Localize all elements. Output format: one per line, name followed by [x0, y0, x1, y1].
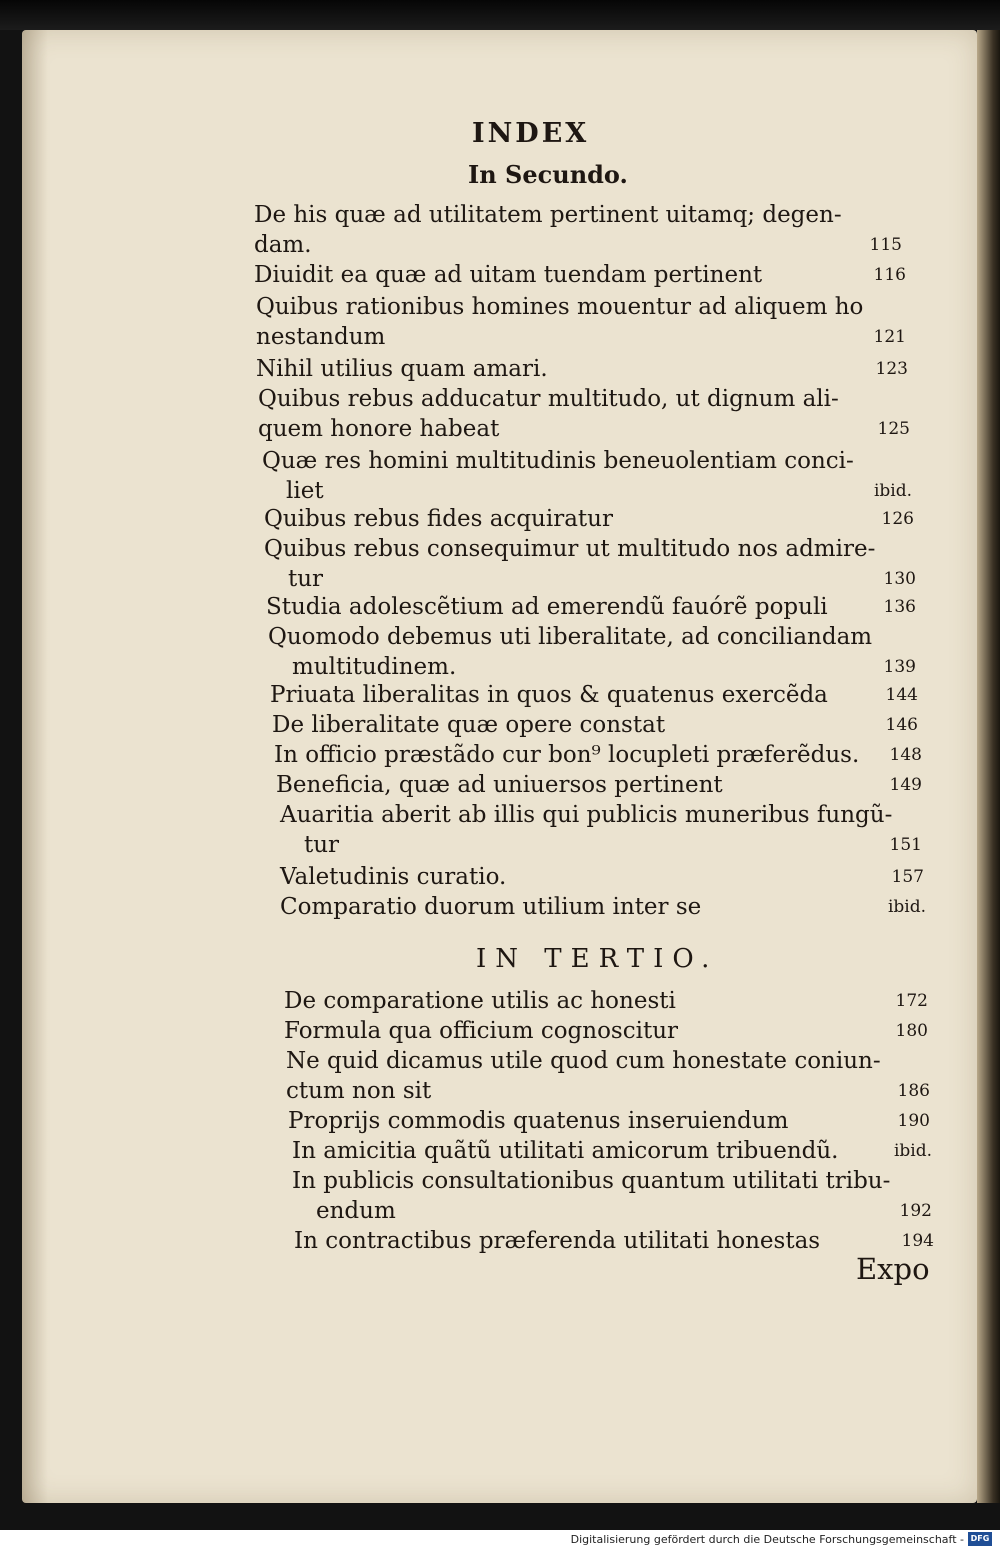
entry-text: Ne quid dicamus utile quod cum honestate coniun- — [286, 1048, 881, 1074]
index-entry — [256, 354, 908, 384]
page-number: 144 — [885, 685, 918, 705]
entry-text: Valetudinis curatio. — [280, 864, 507, 890]
page-number: 186 — [897, 1081, 930, 1101]
entry-text: Diuidit ea quæ ad uitam tuendam pertinent — [254, 262, 763, 288]
entry-text: Nihil utilius quam amari. — [256, 356, 548, 382]
page-number: 172 — [895, 991, 928, 1011]
index-entry — [294, 1226, 934, 1256]
index-entry — [254, 200, 902, 260]
index-entry — [276, 770, 922, 800]
entry-text: Quibus rebus adducatur multitudo, ut dignum ali- — [258, 386, 839, 412]
entry-continuation: tur — [288, 566, 324, 592]
digitization-credit: Digitalisierung gefördert durch die Deutsche Forschungsgemeinschaft - — [570, 1533, 964, 1546]
index-entry — [274, 740, 922, 770]
page-number: ibid. — [893, 1141, 932, 1161]
index-entry — [268, 622, 916, 682]
entry-continuation: multitudinem. — [292, 654, 457, 680]
catchword: Expo — [856, 1252, 930, 1286]
entry-text: De his quæ ad utilitatem pertinent uitamq; degen- — [254, 202, 842, 228]
entry-text: Proprijs commodis quatenus inseruiendum — [288, 1108, 789, 1134]
entry-continuation: endum — [316, 1198, 396, 1224]
index-entry — [284, 986, 928, 1016]
entry-continuation: nestandum — [256, 324, 386, 350]
index-entry — [288, 1106, 930, 1136]
index-entry — [286, 1046, 930, 1106]
page-number: 149 — [889, 775, 922, 795]
page-number: 190 — [897, 1111, 930, 1131]
dfg-logo: DFG — [968, 1532, 992, 1546]
page-number: 157 — [891, 867, 924, 887]
page-number: 139 — [883, 657, 916, 677]
page-subtitle: In Secundo. — [468, 160, 628, 189]
page-number: 123 — [875, 359, 908, 379]
page-number: 148 — [889, 745, 922, 765]
index-entry — [270, 680, 918, 710]
entry-text: Quibus rationibus homines mouentur ad aliquem ho — [256, 294, 864, 320]
entry-text: Studia adolescẽtium ad emerendũ fauórẽ populi — [266, 594, 828, 620]
page-number: 146 — [885, 715, 918, 735]
entry-text: Quibus rebus consequimur ut multitudo nos admire- — [264, 536, 876, 562]
page-number: 121 — [873, 327, 906, 347]
entry-text: De comparatione utilis ac honesti — [284, 988, 676, 1014]
entry-text: Quæ res homini multitudinis beneuolentiam conci- — [262, 448, 854, 474]
page-title: INDEX — [472, 118, 590, 149]
entry-continuation: liet — [286, 478, 324, 504]
index-entry — [258, 384, 910, 444]
page-number: 180 — [895, 1021, 928, 1041]
index-entry — [264, 534, 916, 594]
page-number: ibid. — [887, 897, 926, 917]
index-entry — [272, 710, 918, 740]
entry-continuation: dam. — [254, 232, 312, 258]
page-number: 115 — [869, 235, 902, 255]
book-edge — [977, 30, 1000, 1503]
section-heading: IN TERTIO. — [476, 944, 719, 974]
entry-text: Formula qua officium cognoscitur — [284, 1018, 679, 1044]
page-number: 126 — [881, 509, 914, 529]
page-number: 116 — [873, 265, 906, 285]
entry-continuation: quem honore habeat — [258, 416, 500, 442]
entry-text: Quomodo debemus uti liberalitate, ad conciliandam — [268, 624, 873, 650]
page-number: 130 — [883, 569, 916, 589]
entry-text: In publicis consultationibus quantum utilitati tribu- — [292, 1168, 891, 1194]
page-number: 192 — [899, 1201, 932, 1221]
page-number: 194 — [901, 1231, 934, 1251]
entry-text: Comparatio duorum utilium inter se — [280, 894, 702, 920]
index-entry — [264, 504, 914, 534]
entry-continuation: ctum non sit — [286, 1078, 432, 1104]
top-edge — [0, 0, 1000, 30]
entry-text: Priuata liberalitas in quos & quatenus exercẽda — [270, 682, 828, 708]
entry-text: Auaritia aberit ab illis qui publicis muneribus fungũ- — [280, 802, 893, 828]
entry-text: Beneficia, quæ ad uniuersos pertinent — [276, 772, 723, 798]
index-entry — [254, 260, 906, 290]
entry-text: In officio præstãdo cur bon⁹ locupleti præferẽdus. — [274, 742, 860, 768]
index-entry — [262, 446, 912, 506]
entry-text: In contractibus præferenda utilitati honestas — [294, 1228, 821, 1254]
index-entry — [280, 862, 924, 892]
page-number: 151 — [889, 835, 922, 855]
gutter-shade — [22, 30, 48, 1503]
index-entry — [280, 800, 922, 860]
index-entry — [292, 1136, 932, 1166]
entry-text: In amicitia quãtũ utilitati amicorum tribuendũ. — [292, 1138, 839, 1164]
index-entry — [266, 592, 916, 622]
index-entry — [284, 1016, 928, 1046]
index-entry — [256, 292, 906, 352]
entry-continuation: tur — [304, 832, 340, 858]
entry-text: Quibus rebus fides acquiratur — [264, 506, 613, 532]
index-entry — [292, 1166, 932, 1226]
entry-text: De liberalitate quæ opere constat — [272, 712, 666, 738]
index-entry — [280, 892, 926, 922]
page-number: 136 — [883, 597, 916, 617]
page-number: 125 — [877, 419, 910, 439]
page-number: ibid. — [873, 481, 912, 501]
